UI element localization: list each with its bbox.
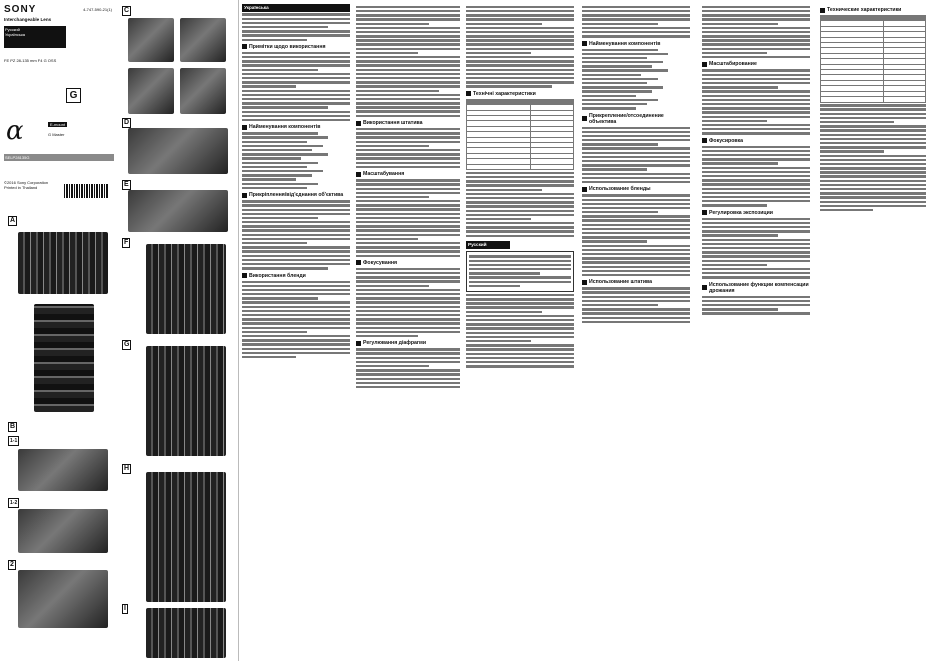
section-tripod-rus: Использование штатива	[582, 279, 690, 285]
text-block-2	[466, 6, 574, 88]
attach-text	[242, 200, 350, 269]
tripod-text-rus	[582, 287, 690, 323]
section-hood: Використання бленди	[242, 273, 350, 279]
hood-text	[242, 281, 350, 359]
illustration-i	[146, 608, 226, 658]
parts-list	[242, 132, 350, 189]
aperture-text	[356, 348, 460, 388]
figure-label-d: D	[124, 119, 130, 126]
illustration-c2	[180, 18, 226, 62]
illustration-c1	[128, 18, 174, 62]
illustration-g	[146, 346, 226, 456]
illustration-c4	[180, 68, 226, 114]
camera-detach-illustration	[18, 509, 108, 553]
section-parts: Найменування компонентів	[242, 124, 350, 130]
section-specs-rus: Технические характеристики	[820, 7, 926, 13]
zoom-text-rus	[702, 69, 810, 134]
figure-label-g: G	[124, 341, 130, 348]
alpha-logo: α	[6, 116, 24, 146]
section-attach-rus: Прикрепление/отсоединение объектива	[582, 113, 690, 125]
figure-label-f: F	[124, 239, 129, 246]
illustration-h	[146, 472, 226, 602]
zoom-text	[356, 179, 460, 257]
text-block-1	[356, 6, 460, 117]
text-block-3	[582, 6, 690, 38]
figure-label-c: C	[124, 7, 130, 14]
section-focus-rus: Фокусировка	[702, 138, 810, 144]
lens-illustration-a	[18, 232, 108, 294]
emount-badge: E-mount	[50, 122, 66, 127]
cover-column	[4, 4, 112, 568]
series-bar: SELP28135G	[4, 154, 114, 161]
column-divider	[238, 0, 239, 661]
functions-text-rus	[702, 296, 810, 315]
g-badge: G	[66, 88, 81, 103]
figure-label-1-1: 1-1	[10, 438, 18, 444]
specs-notes-rus	[820, 104, 926, 211]
figure-label-2: 2	[10, 561, 14, 568]
attach-text-rus	[582, 127, 690, 184]
camera-hood-illustration	[18, 570, 108, 628]
section-functions-rus: Использование функции компенсации дрожания	[702, 282, 810, 294]
intro-text	[242, 13, 350, 41]
specs-table-ukrainian	[466, 99, 574, 170]
copyright: ©2016 Sony Corporation	[4, 180, 49, 185]
figure-label-h: H	[124, 465, 130, 472]
figure-label-1-2: 1-2	[10, 500, 18, 506]
focus-text-rus	[702, 146, 810, 207]
section-aperture: Регулювання діафрагми	[356, 340, 460, 346]
ukrainian-text-column-2	[356, 4, 460, 390]
section-hood-rus: Использование бленды	[582, 186, 690, 192]
lens-vertical-illustration	[34, 304, 94, 412]
figure-label-b: B	[10, 423, 16, 430]
aperture-text-rus	[702, 218, 810, 279]
parts-list-rus	[582, 49, 690, 110]
illustration-e	[128, 190, 228, 232]
figure-label-e: E	[124, 181, 129, 188]
figure-label-i: I	[124, 605, 126, 612]
figure-label-a: A	[10, 217, 16, 224]
russian-intro	[466, 294, 574, 368]
brand-logo: SONY	[4, 4, 37, 15]
focus-text	[356, 268, 460, 337]
section-before-use: Примітки щодо використання	[242, 44, 350, 50]
printed-in: Printed in Thailand	[4, 185, 38, 190]
section-parts-rus: Найменування компонентів	[582, 41, 690, 47]
ukrainian-text-column-3	[466, 4, 574, 369]
document-code: 4-747-590-21(1)	[83, 7, 112, 12]
ukrainian-text-column-1	[242, 4, 350, 360]
section-specs: Технічні характеристики	[466, 91, 574, 97]
russian-text-column-2	[702, 4, 810, 317]
g-master-text: G Master	[48, 132, 65, 137]
section-focus: Фокусування	[356, 260, 460, 266]
text-block-4	[702, 6, 810, 59]
barcode	[64, 184, 108, 198]
tripod-text	[356, 128, 460, 168]
product-subtitle: Interchangeable Lens	[4, 17, 52, 22]
illustration-d	[128, 128, 228, 174]
illustration-c3	[128, 68, 174, 114]
illustration-f	[146, 244, 226, 334]
section-tripod: Використання штатива	[356, 120, 460, 126]
camera-attach-illustration	[18, 449, 108, 491]
notes-text	[466, 172, 574, 237]
section-attach: Прикріплення/від'єднання об'єктива	[242, 192, 350, 198]
language-heading-russian: Русский	[466, 241, 510, 249]
hood-text-rus	[582, 194, 690, 276]
language-block: Русский Українська	[4, 26, 66, 48]
warning-box	[466, 251, 574, 292]
copyright-block	[4, 180, 48, 190]
before-use-text	[242, 52, 350, 121]
section-zoom-rus: Масштабирование	[702, 61, 810, 67]
section-zoom: Масштабування	[356, 171, 460, 177]
language-heading-ukrainian: Українська	[242, 4, 350, 12]
russian-text-column-1	[582, 4, 690, 325]
model-name: FE PZ 28-135 mm F4 G OSS	[4, 57, 57, 63]
specs-table-russian	[820, 15, 926, 103]
russian-text-column-3	[820, 4, 926, 213]
section-aperture-rus: Регулировка экспозиции	[702, 210, 810, 216]
